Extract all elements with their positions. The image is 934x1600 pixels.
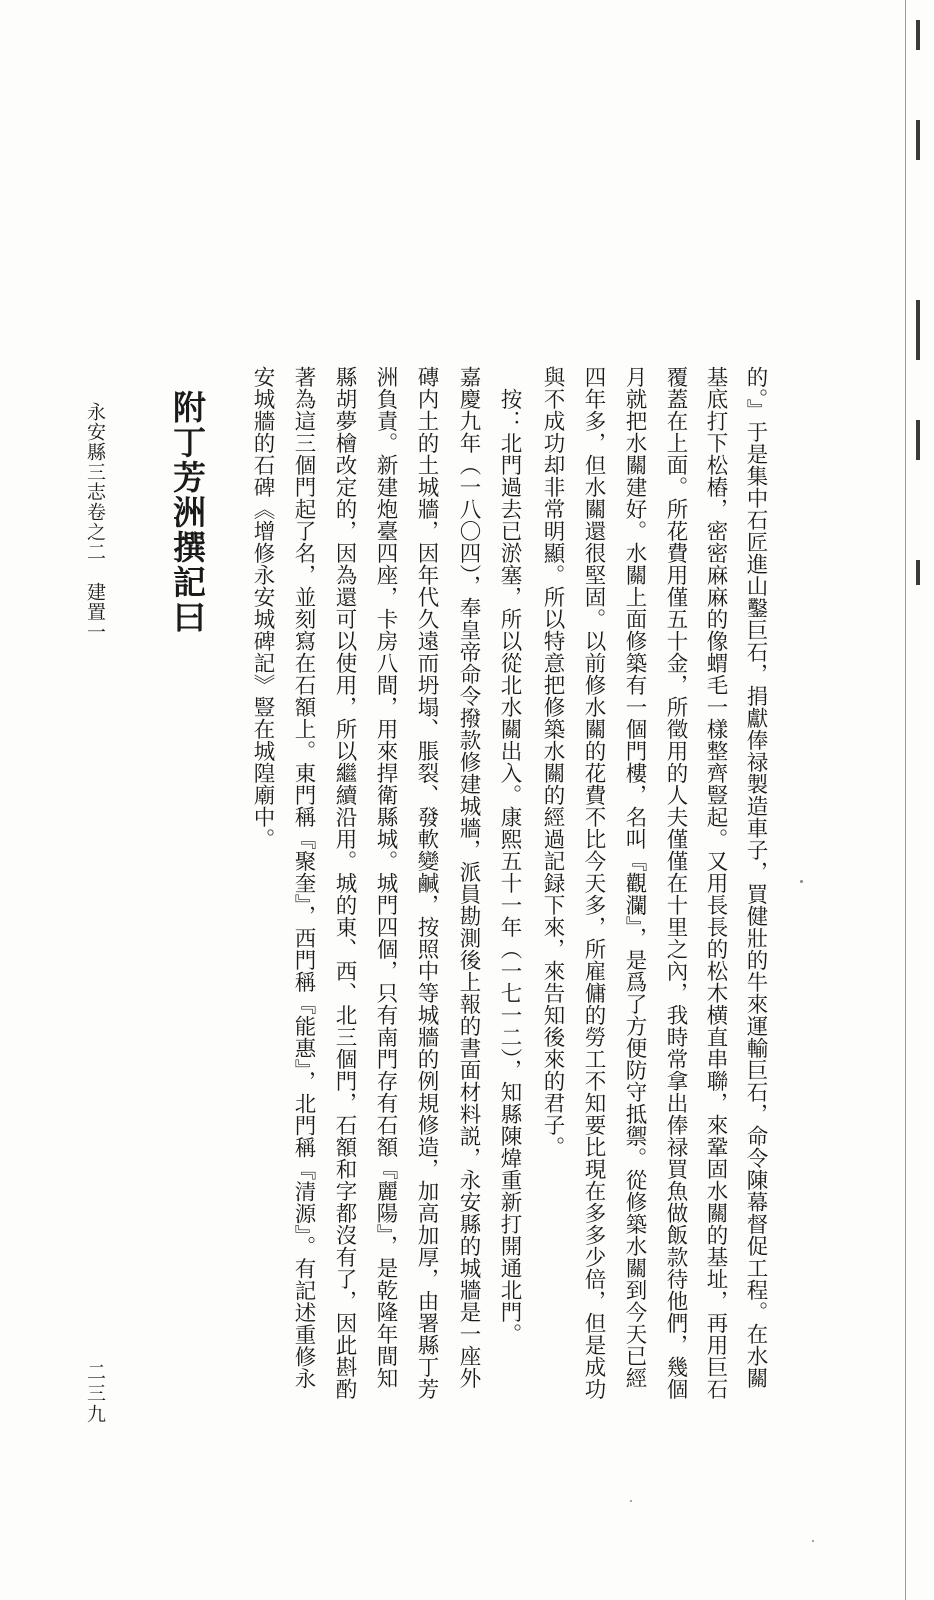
- scan-speck: [630, 1500, 632, 1502]
- running-head: 永安縣三志卷之二 建置一: [84, 402, 106, 642]
- text-column: 四年多，但水關還很堅固。以前修水關的花費不比今天多，所雇傭的勞工不知要比現在多多少倍，但是成功: [581, 366, 606, 1400]
- scan-edge-mark: [916, 300, 920, 360]
- text-column: 著為這三個門起了名，並刻寫在石額上。東門稱『聚奎』，西門稱『能惠』，北門稱『清源』。有記述重修永: [291, 366, 316, 1390]
- text-column: 基底打下松樁，密密麻麻的像蝟毛一樣整齊豎起。又用長長的松木横直串聯，來鞏固水關的基址，再用巨石: [703, 366, 728, 1400]
- text-column: 覆蓋在上面。所花費用僅五十金，所徵用的人夫僅僅在十里之內，我時常拿出俸禄買魚做飯款待他們，幾個: [663, 366, 688, 1400]
- scan-edge-mark: [916, 120, 920, 160]
- scan-edge-line: [905, 0, 906, 1600]
- text-column: 月就把水關建好。水關上面修築有一個門樓，名叫『觀瀾』，是爲了方便防守抵禦。從修築水關到今天已經: [622, 366, 647, 1390]
- text-column: 按：北門過去已淤塞，所以從北水關出入。康熙五十一年（一七一二），知縣陳煒重新打開通北門。: [497, 366, 522, 1346]
- text-column: 嘉慶九年（一八〇四），奉皇帝命令撥款修建城牆，派員勘測後上報的書面材料説，永安縣的城牆是一座外: [456, 366, 481, 1390]
- text-column: 安城牆的石碑《增修永安城碑記》豎在城隍廟中。: [250, 366, 275, 850]
- scan-speck: [812, 1540, 814, 1542]
- text-column: 洲負責。新建炮臺四座，卡房八間，用來捍衛縣城。城門四個，只有南門存有石額『麗陽』，是乾隆年間知: [373, 366, 398, 1390]
- text-column: 縣胡夢檜改定的，因為還可以使用，所以繼續沿用。城的東、西、北三個門，石額和字都沒有了，因此斟酌: [332, 366, 357, 1400]
- text-column: 的。』于是集中石匠進山鑿巨石，捐獻俸禄製造車子，買健壯的牛來運輸巨石，命令陳幕督促工程。在水關: [743, 366, 768, 1390]
- section-heading: 附丁芳洲撰記曰: [168, 390, 207, 635]
- scan-edge-mark: [916, 20, 920, 50]
- scan-speck: [800, 880, 803, 883]
- text-column: 磚内土的土城牆，因年代久遠而坍塌、脹裂、發軟變鹹，按照中等城牆的例規修造，加高加厚，由署縣丁芳: [414, 366, 439, 1400]
- page-number: 二三九: [84, 1362, 106, 1425]
- text-column: 與不成功却非常明顯。所以特意把修築水關的經過記録下來，來告知後來的君子。: [540, 366, 565, 1158]
- scan-edge-mark: [916, 560, 920, 585]
- scan-edge-mark: [916, 420, 920, 460]
